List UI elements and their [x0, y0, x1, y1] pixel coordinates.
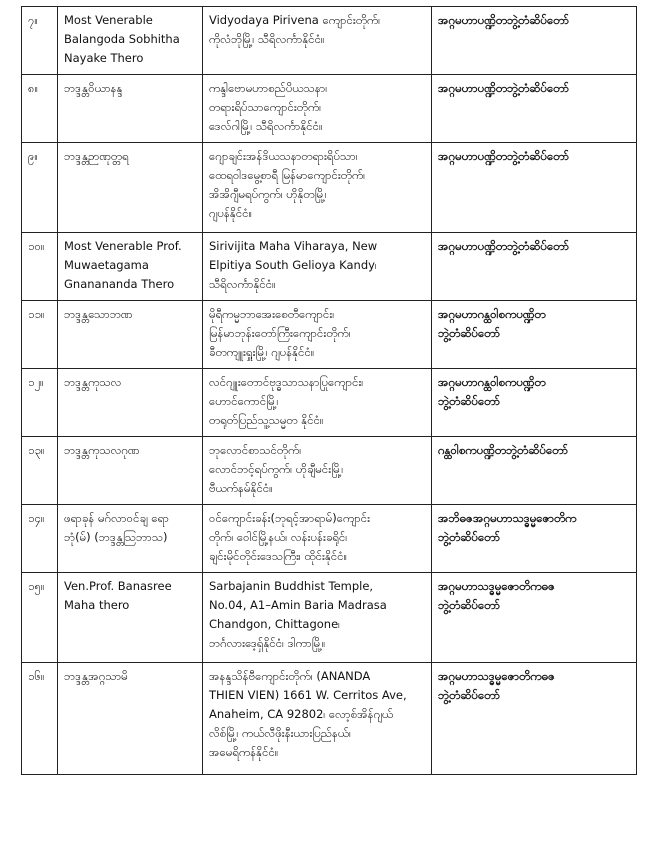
recipient-address-cell: [203, 573, 432, 663]
award-title-cell: [432, 663, 637, 775]
award-title-line: ဘွဲ့တံဆိပ်တော်: [438, 530, 501, 544]
award-title-line: အဂ္ဂမဟာဂန္ထဝါစကပဏ္ဍိတ: [438, 375, 546, 389]
award-title-cell: [432, 75, 637, 143]
table-row: [22, 437, 637, 505]
recipient-address-cell: [203, 143, 432, 233]
recipient-name-cell: [58, 573, 203, 663]
award-title-line: အဂ္ဂမဟာပဏ္ဍိတဘွဲ့တံဆိပ်တော်: [438, 81, 570, 95]
recipient-address-line: Chandgon, Chittagone၊: [209, 617, 340, 631]
recipient-address-line: မြန်မာဘုန်းတော်ကြီးကျောင်းတိုက်၊: [209, 326, 351, 340]
recipient-address-line: ဒေလ်ဂါမြို့၊ သီရိလင်္ကာနိုင်ငံ။: [209, 119, 323, 133]
recipient-address-line: လင်ဂျူးတောင်ဗုဒ္ဓသာသနာပြုကျောင်း၊: [209, 375, 364, 389]
recipient-address-line: တရုတ်ပြည်သူ့သမ္မတ နိုင်ငံ။: [209, 413, 324, 427]
award-title-line: အဂ္ဂမဟာပဏ္ဍိတဘွဲ့တံဆိပ်တော်: [438, 13, 570, 27]
table-row: [22, 233, 637, 301]
award-title-line: အဂ္ဂမဟာသဒ္ဓမ္မဇောတိကဓဇ: [438, 579, 555, 593]
recipient-address-cell: [203, 233, 432, 301]
recipient-name-cell: [58, 301, 203, 369]
recipient-name-line: ဘဒ္ဒန္တဉာဏုတ္တရ: [64, 149, 129, 163]
award-title-cell: [432, 573, 637, 663]
recipient-name-line: Most Venerable: [64, 13, 153, 27]
recipient-address-line: Sirivijita Maha Viharaya, New: [209, 239, 378, 253]
recipient-address-line: Sarbajanin Buddhist Temple,: [209, 579, 374, 593]
row-number-cell: ၁၆။: [22, 663, 58, 775]
award-title-line: အဂ္ဂမဟာသဒ္ဓမ္မဇောတိကဓဇ: [438, 669, 555, 683]
recipient-address-line: ဗီယက်နမ်နိုင်ငံ။: [209, 481, 273, 495]
recipient-address-line: မိုရီကမ္မဘာအေးစေတီကျောင်း၊: [209, 307, 335, 321]
table-row: [22, 369, 637, 437]
recipient-address-line: လောင်ဘင့်ရပ်ကွက်၊ ဟိုချီမင်းမြို့၊: [209, 462, 344, 476]
award-title-line: ဘွဲ့တံဆိပ်တော်: [438, 688, 501, 702]
row-number-cell: ၁၀။: [22, 233, 58, 301]
award-title-line: ဘွဲ့တံဆိပ်တော်: [438, 598, 501, 612]
recipient-address-line: Elpitiya South Gelioya Kandy၊: [209, 258, 377, 272]
recipient-address-line: No.04, A1–Amin Baria Madrasa: [209, 598, 387, 612]
recipient-address-line: Anaheim, CA 92802၊ လော့စ်အိန်ဂျယ်: [209, 707, 394, 721]
recipient-name-line: ဘဒ္ဒန္တဝိယာနန္ဒ: [64, 81, 123, 95]
table-row: [22, 505, 637, 573]
recipient-name-cell: [58, 7, 203, 75]
recipient-address-line: THIEN VIEN) 1661 W. Cerritos Ave,: [209, 688, 407, 702]
row-number-cell: ၁၂။: [22, 369, 58, 437]
row-number-cell: ၈။: [22, 75, 58, 143]
recipient-address-line: လိစ်မြို့၊ ကယ်လီဖိုးနီးယားပြည်နယ်၊: [209, 726, 351, 740]
recipient-address-line: ဂျောချင်းအန်ဒိယသနာတရားရိပ်သာ၊: [209, 149, 358, 163]
award-title-line: အဘိဓဇအဂ္ဂမဟာသဒ္ဓမ္မဇောတိက: [438, 511, 577, 525]
award-title-cell: [432, 143, 637, 233]
honorary-title-table: [21, 6, 637, 775]
recipient-name-cell: [58, 233, 203, 301]
recipient-address-line: တိုက်၊ ဝေါင်မြို့နယ်၊ လန်းပန်းခရိုင်၊: [209, 530, 348, 544]
recipient-address-line: ဟောင်ကောင်မြို့၊: [209, 394, 279, 408]
table-row: [22, 301, 637, 369]
recipient-address-line: ချင်းမိုင်တိုင်းဒေသကြီး၊ ထိုင်းနိုင်ငံ။: [209, 549, 348, 563]
recipient-address-line: Vidyodaya Pirivena ကျောင်းတိုက်၊: [209, 13, 381, 27]
award-title-cell: [432, 233, 637, 301]
table-row: [22, 143, 637, 233]
recipient-address-line: အနန္ဒသိန်ဗီကျောင်းတိုက်၊ (ANANDA: [209, 669, 371, 683]
recipient-address-line: ဘုလောင်စာသင်တိုက်၊: [209, 443, 302, 457]
recipient-name-line: Ven.Prof. Banasree: [64, 579, 172, 593]
recipient-name-line: Muwaetagama: [64, 258, 149, 272]
recipient-address-line: ဂျပန်နိုင်ငံ။: [209, 206, 253, 220]
recipient-address-line: ဘင်္ဂလားဒေ့ရှ်နိုင်ငံ၊ ဒါကာမြို့။: [209, 636, 326, 650]
recipient-name-cell: [58, 437, 203, 505]
recipient-address-line: ဝင်ကျောင်းခန်း(ဘုရင့်အာရာမ်)ကျောင်း: [209, 511, 371, 525]
award-title-cell: [432, 505, 637, 573]
recipient-address-line: ထေရဝါဒမွေ့စာရီ မြန်မာကျောင်းတိုက်၊: [209, 168, 366, 182]
award-title-line: ဂန္ထဝါစကပဏ္ဍိတဘွဲ့တံဆိပ်တော်: [438, 443, 569, 457]
recipient-name-line: ဘဒ္ဒန္တကုသလဂုဏ: [64, 443, 140, 457]
recipient-address-cell: [203, 75, 432, 143]
recipient-address-cell: [203, 663, 432, 775]
row-number-cell: ၁၃။: [22, 437, 58, 505]
recipient-name-cell: [58, 369, 203, 437]
award-title-line: အဂ္ဂမဟာဂန္ထဝါစကပဏ္ဍိတ: [438, 307, 546, 321]
award-title-cell: [432, 369, 637, 437]
recipient-name-line: ဘုံ(မ်) (ဘဒ္ဒန္တသြဘာသ): [64, 530, 168, 544]
table-row: [22, 573, 637, 663]
award-title-cell: [432, 7, 637, 75]
award-title-cell: [432, 301, 637, 369]
recipient-name-line: Maha thero: [64, 598, 130, 612]
recipient-address-line: ခီတကျူးရှူးမြို့၊ ဂျပန်နိုင်ငံ။: [209, 345, 315, 359]
table-row: [22, 663, 637, 775]
recipient-name-cell: [58, 505, 203, 573]
table-row: [22, 75, 637, 143]
recipient-name-line: ဘဒ္ဒန္တသောဘဏ: [64, 307, 133, 321]
row-number-cell: ၉။: [22, 143, 58, 233]
recipient-address-cell: [203, 7, 432, 75]
award-title-line: အဂ္ဂမဟာပဏ္ဍိတဘွဲ့တံဆိပ်တော်: [438, 149, 570, 163]
row-number-cell: ၁၁။: [22, 301, 58, 369]
recipient-address-cell: [203, 437, 432, 505]
award-title-line: အဂ္ဂမဟာပဏ္ဍိတဘွဲ့တံဆိပ်တော်: [438, 239, 570, 253]
recipient-address-line: အမေရိကန်နိုင်ငံ။: [209, 745, 279, 759]
recipient-name-line: ဘဒ္ဒန္တအဂ္ဂသာမိ: [64, 669, 128, 683]
row-number-cell: ၁၄။: [22, 505, 58, 573]
award-title-line: ဘွဲ့တံဆိပ်တော်: [438, 394, 501, 408]
recipient-address-line: တရားရိပ်သာကျောင်းတိုက်၊: [209, 100, 322, 114]
row-number-cell: ၁၅။: [22, 573, 58, 663]
table-body: [22, 7, 637, 775]
recipient-address-line: အိအိဂျီမရပ်ကွက်၊ ဟိုနိုတမြို့၊: [209, 187, 327, 201]
recipient-address-line: ကန္ဒါဗောမဟာစည်ပိယသနာ၊: [209, 81, 328, 95]
recipient-name-line: Gnanananda Thero: [64, 277, 175, 291]
award-title-line: ဘွဲ့တံဆိပ်တော်: [438, 326, 501, 340]
recipient-address-line: သီရိလင်္ကာနိုင်ငံ။: [209, 277, 276, 291]
recipient-name-line: ဘဒ္ဒန္တကုသလ: [64, 375, 122, 389]
recipient-name-line: ဖရာခုန် မဂ်လာဝင်ချ ရော: [64, 511, 169, 525]
recipient-address-line: ကိုလံဘိုမြို့၊ သီရိလင်္ကာနိုင်ငံ။: [209, 32, 325, 46]
recipient-address-cell: [203, 505, 432, 573]
recipient-name-cell: [58, 663, 203, 775]
recipient-name-line: Nayake Thero: [64, 51, 144, 65]
recipient-name-line: Balangoda Sobhitha: [64, 32, 180, 46]
table-row: [22, 7, 637, 75]
recipient-name-cell: [58, 143, 203, 233]
award-title-cell: [432, 437, 637, 505]
recipient-address-cell: [203, 369, 432, 437]
recipient-name-cell: [58, 75, 203, 143]
row-number-cell: ၇။: [22, 7, 58, 75]
recipient-name-line: Most Venerable Prof.: [64, 239, 182, 253]
recipient-address-cell: [203, 301, 432, 369]
